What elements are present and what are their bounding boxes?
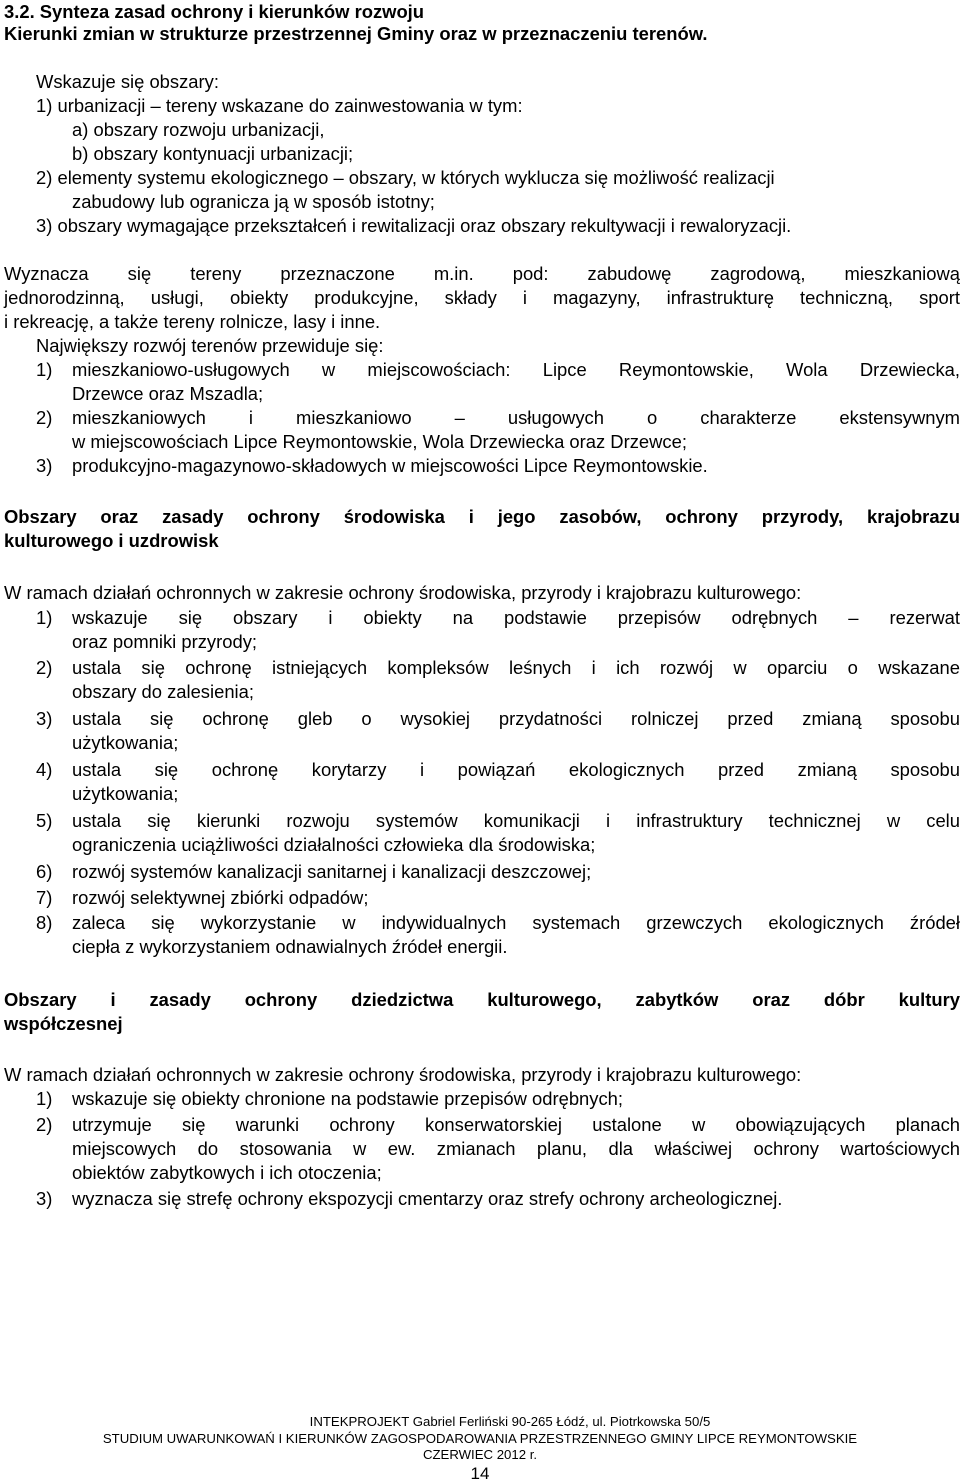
list-item bbox=[36, 656, 960, 680]
list-item-cont: zabudowy lub ogranicza ją w sposób istotny; bbox=[72, 191, 435, 212]
list-item bbox=[36, 1187, 960, 1211]
page-number: 14 bbox=[470, 1464, 490, 1483]
list-number: 3) bbox=[36, 708, 53, 729]
list-text: ustala się ochronę gleb o wysokiej przydatności rolniczej przed zmianą sposobu bbox=[72, 708, 960, 729]
list-item bbox=[36, 606, 960, 630]
list-number: 2) bbox=[36, 657, 53, 678]
list-text: ustala się kierunki rozwoju systemów komunikacji i infrastruktury technicznej w celu bbox=[72, 810, 960, 831]
subsection-title-srodowisko: Obszary oraz zasady ochrony środowiska i jego zasobów, ochrony przyrody, krajobrazu bbox=[4, 506, 960, 527]
list-item-cont: miejscowych do stosowania w ew. zmianach planu, dla właściwej ochrony wartościowych bbox=[72, 1138, 960, 1159]
paragraph-line: Największy rozwój terenów przewiduje się: bbox=[36, 335, 384, 356]
list-number: 1) bbox=[36, 359, 53, 380]
list-item bbox=[36, 1087, 960, 1111]
list-text: mieszkaniowych i mieszkaniowo – usługowych o charakterze ekstensywnym bbox=[72, 407, 960, 428]
list-text: produkcyjno-magazynowo-składowych w miejscowości Lipce Reymontowskie. bbox=[72, 455, 708, 476]
list-item-cont: użytkowania; bbox=[72, 732, 179, 753]
list-number: 5) bbox=[36, 810, 53, 831]
list-text: ustala się ochronę korytarzy i powiązań ekologicznych przed zmianą sposobu bbox=[72, 759, 960, 780]
list-number: 4) bbox=[36, 759, 53, 780]
list-item: b) obszary kontynuacji urbanizacji; bbox=[72, 143, 354, 164]
list-text: ustala się ochronę istniejących kompleksów leśnych i ich rozwój w oparciu o wskazane bbox=[72, 657, 960, 678]
list-item bbox=[36, 860, 960, 884]
list-item-cont: ograniczenia uciążliwości działalności człowieka dla środowiska; bbox=[72, 834, 596, 855]
subsection-title-srodowisko-cont: kulturowego i uzdrowisk bbox=[4, 530, 219, 551]
list-item: 1) urbanizacji – tereny wskazane do zainwestowania w tym: bbox=[36, 95, 523, 116]
paragraph-line: i rekreację, a także tereny rolnicze, lasy i inne. bbox=[4, 311, 381, 332]
list-number: 2) bbox=[36, 1114, 53, 1135]
subsection-title-dziedzictwo: Obszary i zasady ochrony dziedzictwa kulturowego, zabytków oraz dóbr kultury bbox=[4, 989, 960, 1010]
list-text: wskazuje się obszary i obiekty na podstawie przepisów odrębnych – rezerwat bbox=[72, 607, 960, 628]
list-item bbox=[36, 406, 960, 430]
list-number: 1) bbox=[36, 1088, 53, 1109]
section-heading: 3.2. Synteza zasad ochrony i kierunków rozwoju bbox=[4, 1, 425, 22]
subsection-title-kierunki: Kierunki zmian w strukturze przestrzennej Gminy oraz w przeznaczeniu terenów. bbox=[4, 23, 708, 44]
paragraph-line: W ramach działań ochronnych w zakresie ochrony środowiska, przyrody i krajobrazu kulturowego: bbox=[4, 1064, 802, 1085]
footer-company: INTEKPROJEKT Gabriel Ferliński 90-265 Łódź, ul. Piotrkowska 50/5 bbox=[309, 1414, 711, 1429]
footer-study-title: STUDIUM UWARUNKOWAŃ I KIERUNKÓW ZAGOSPODAROWANIA PRZESTRZENNEGO GMINY LIPCE REYMONTOWSKIE bbox=[102, 1431, 858, 1446]
paragraph-line: Wskazuje się obszary: bbox=[36, 71, 219, 92]
list-item bbox=[36, 707, 960, 731]
list-number: 3) bbox=[36, 1188, 53, 1209]
list-item-cont: ciepła z wykorzystaniem odnawialnych źródeł energii. bbox=[72, 936, 508, 957]
list-item bbox=[36, 758, 960, 782]
paragraph-line: Wyznacza się tereny przeznaczone m.in. pod: zabudowę zagrodową, mieszkaniową bbox=[4, 263, 960, 284]
list-number: 6) bbox=[36, 861, 53, 882]
list-number: 2) bbox=[36, 407, 53, 428]
list-item-cont: użytkowania; bbox=[72, 783, 179, 804]
list-item-cont: Drzewce oraz Mszadla; bbox=[72, 383, 264, 404]
list-item-cont: w miejscowościach Lipce Reymontowskie, Wola Drzewiecka oraz Drzewce; bbox=[72, 431, 687, 452]
list-item-cont: obiektów zabytkowych i ich otoczenia; bbox=[72, 1162, 382, 1183]
list-item bbox=[36, 809, 960, 833]
list-text: utrzymuje się warunki ochrony konserwatorskiej ustalone w obowiązujących planach bbox=[72, 1114, 960, 1135]
list-text: zaleca się wykorzystanie w indywidualnych systemach grzewczych ekologicznych źródeł bbox=[72, 912, 960, 933]
list-item: a) obszary rozwoju urbanizacji, bbox=[72, 119, 325, 140]
footer-date: CZERWIEC 2012 r. bbox=[422, 1447, 538, 1462]
paragraph-line: jednorodzinną, usługi, obiekty produkcyjne, składy i magazyny, infrastrukturę techniczną, sport bbox=[4, 287, 960, 308]
list-text: rozwój systemów kanalizacji sanitarnej i kanalizacji deszczowej; bbox=[72, 861, 592, 882]
list-text: wyznacza się strefę ochrony ekspozycji cmentarzy oraz strefy ochrony archeologicznej. bbox=[72, 1188, 783, 1209]
list-item bbox=[36, 358, 960, 382]
list-item bbox=[36, 911, 960, 935]
list-number: 1) bbox=[36, 607, 53, 628]
subsection-title-dziedzictwo-cont: współczesnej bbox=[4, 1013, 123, 1034]
list-text: mieszkaniowo-usługowych w miejscowościach: Lipce Reymontowskie, Wola Drzewiecka, bbox=[72, 359, 960, 380]
list-text: rozwój selektywnej zbiórki odpadów; bbox=[72, 887, 369, 908]
list-number: 3) bbox=[36, 455, 53, 476]
list-item bbox=[36, 1113, 960, 1137]
list-text: wskazuje się obiekty chronione na podstawie przepisów odrębnych; bbox=[72, 1088, 624, 1109]
list-item: 2) elementy systemu ekologicznego – obszary, w których wyklucza się możliwość realizacji bbox=[36, 167, 775, 188]
paragraph-line: W ramach działań ochronnych w zakresie ochrony środowiska, przyrody i krajobrazu kulturowego: bbox=[4, 582, 802, 603]
list-item bbox=[36, 454, 960, 478]
list-item bbox=[36, 886, 960, 910]
list-item-cont: oraz pomniki przyrody; bbox=[72, 631, 257, 652]
list-item: 3) obszary wymagające przekształceń i rewitalizacji oraz obszary rekultywacji i rewaloryzacji. bbox=[36, 215, 792, 236]
list-item-cont: obszary do zalesienia; bbox=[72, 681, 254, 702]
list-number: 7) bbox=[36, 887, 53, 908]
list-number: 8) bbox=[36, 912, 53, 933]
